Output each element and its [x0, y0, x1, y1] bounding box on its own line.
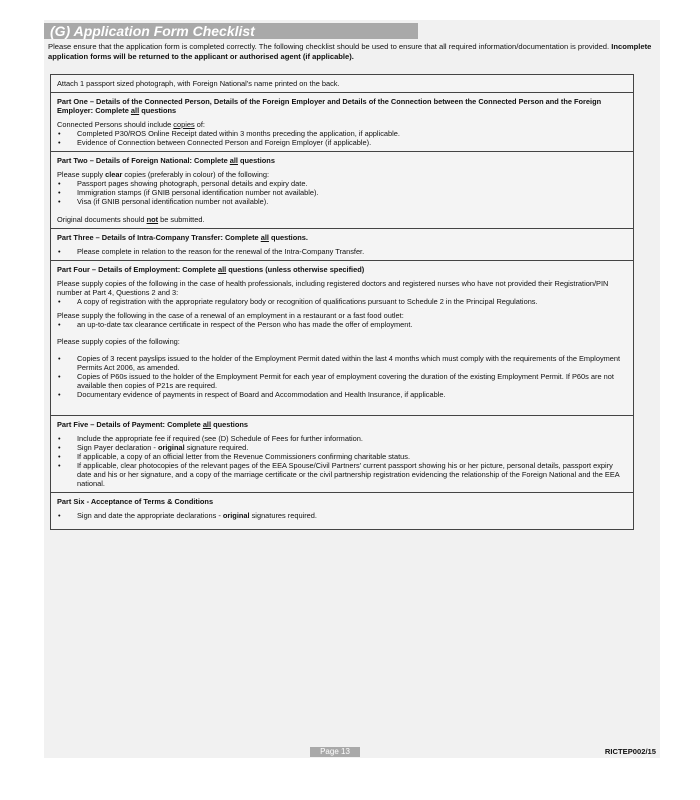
part-five-section — [51, 416, 633, 493]
part-four-list-1 — [57, 297, 627, 306]
heading-underline: all — [130, 106, 140, 115]
text: Sign and date the appropriate declarations - — [77, 511, 223, 520]
text: of: — [194, 120, 205, 129]
part-two-heading — [57, 156, 627, 165]
list-item — [57, 511, 627, 520]
heading-underline: all — [260, 233, 269, 242]
underline-text: copies — [173, 120, 195, 129]
list-item: • If applicable, clear photocopies of the relevant pages of the EEA Spouse/Civil Partners’ current passport showing his or her picture, personal details, passport expiry date and his or her signature, and a copy of the marriage certificate or the civil partnership registration evidencing the relationship of the Foreign National and the EEA national. — [57, 461, 627, 488]
text: Original documents should — [57, 215, 147, 224]
list-item — [57, 443, 627, 452]
list-item: • an up-to-date tax clearance certificate in respect of the Person who has made the offer of employment. — [57, 320, 627, 329]
list-item: • Please complete in relation to the reason for the renewal of the Intra-Company Transfer. — [57, 247, 627, 256]
heading-text: questions. — [268, 233, 308, 242]
list-item: • Passport pages showing photograph, personal details and expiry date. — [57, 179, 627, 188]
part-four-list-3 — [57, 354, 627, 399]
part-two-section — [51, 152, 633, 229]
text: signature required. — [184, 443, 249, 452]
underline-text: not — [146, 215, 159, 224]
intro-normal: Please ensure that the application form is completed correctly. The following checklist should be used to ensure that all required information/documentation is provided. — [48, 42, 612, 51]
list-item: • Include the appropriate fee if required (see (D) Schedule of Fees for further information. — [57, 434, 627, 443]
part-six-section — [51, 493, 633, 529]
part-four-heading — [57, 265, 627, 274]
heading-underline: all — [229, 156, 238, 165]
heading-text: Part Three – Details of Intra-Company Transfer: Complete — [57, 233, 261, 242]
part-three-heading — [57, 233, 627, 242]
intro-text — [48, 42, 656, 61]
heading-text: questions — [139, 106, 177, 115]
part-two-list — [57, 179, 627, 206]
heading-text: Part One – Details of the Connected Person, Details of the Foreign Employer and Details of the Connection between the Connected Person and the Foreign Employer: Complete — [57, 97, 602, 115]
part-one-list — [57, 129, 627, 147]
text: be submitted. — [158, 215, 205, 224]
part-three-list — [57, 247, 627, 256]
bold-text: original — [222, 511, 250, 520]
part-one-heading — [57, 97, 627, 115]
heading-underline: all — [217, 265, 227, 274]
page-title: (G) Application Form Checklist — [44, 23, 418, 39]
part-four-para-1: Please supply copies of the following in the case of health professionals, including registered doctors and registered nurses who have not provided their Registration/PIN number at Part 4, Questions 2 and 3: — [57, 279, 609, 297]
part-four-para-2: Please supply the following in the case of a renewal of an employment in a restaurant or a fast food outlet: — [57, 311, 404, 320]
heading-text: Part Two – Details of Foreign National: Complete — [57, 156, 230, 165]
heading-text: Part Five – Details of Payment: Complete — [57, 420, 203, 429]
bold-text: original — [157, 443, 185, 452]
list-item: • Copies of 3 recent payslips issued to the holder of the Employment Permit dated within the last 4 months which must comply with the requirements of the Employment Permits Act 2006, as amended. — [57, 354, 627, 372]
part-five-heading — [57, 420, 627, 429]
text: Sign Payer declaration - — [77, 443, 158, 452]
part-three-section — [51, 229, 633, 261]
part-four-para-3: Please supply copies of the following: — [57, 337, 180, 346]
part-two-intro — [57, 170, 627, 179]
part-six-heading: Part Six - Acceptance of Terms & Conditions — [57, 497, 214, 506]
photo-instruction: Attach 1 passport sized photograph, with Foreign National’s name printed on the back. — [57, 79, 340, 88]
text: Connected Persons should include — [57, 120, 174, 129]
part-one-intro — [57, 120, 627, 129]
list-item: • Visa (if GNIB personal identification number not available). — [57, 197, 627, 206]
intro-bold: Incomplete application forms will be returned to the applicant or authorised agent (if applicable). — [48, 42, 652, 61]
heading-underline: all — [202, 420, 212, 429]
list-item: • Evidence of Connection between Connected Person and Foreign Employer (if applicable). — [57, 138, 627, 147]
list-item: • If applicable, a copy of an official letter from the Revenue Commissioners confirming charitable status. — [57, 452, 627, 461]
list-item: • Copies of P60s issued to the holder of the Employment Permit for each year of employment covering the duration of the existing Employment Permit. If P60s are not available then copies of P21s are required. — [57, 372, 627, 390]
part-five-list — [57, 434, 627, 488]
document-reference: RICTEP002/15 — [604, 747, 656, 756]
list-item: • Completed P30/ROS Online Receipt dated within 3 months preceding the application, if applicable. — [57, 129, 627, 138]
part-two-note — [57, 215, 627, 224]
list-item: • Documentary evidence of payments in respect of Board and Accommodation and Health Insurance, if applicable. — [57, 390, 627, 399]
list-item: • A copy of registration with the appropriate regulatory body or recognition of qualifications pursuant to Schedule 2 in the Principal Regulations. — [57, 297, 627, 306]
heading-text: questions — [211, 420, 248, 429]
checklist-table — [50, 74, 634, 530]
text: signatures required. — [249, 511, 317, 520]
heading-text: Part Four – Details of Employment: Complete — [57, 265, 218, 274]
document-page — [44, 20, 660, 758]
page-number: Page 13 — [310, 747, 360, 757]
text: copies (preferably in colour) of the following: — [122, 170, 269, 179]
text: Please supply — [57, 170, 106, 179]
part-four-section — [51, 261, 633, 416]
part-one-section — [51, 93, 633, 152]
list-item: • Immigration stamps (if GNIB personal identification number not available). — [57, 188, 627, 197]
part-four-list-2 — [57, 320, 627, 329]
photo-section — [51, 75, 633, 93]
heading-text: questions (unless otherwise specified) — [226, 265, 365, 274]
bold-text: clear — [105, 170, 123, 179]
heading-text: questions — [237, 156, 275, 165]
part-six-list — [57, 511, 627, 520]
